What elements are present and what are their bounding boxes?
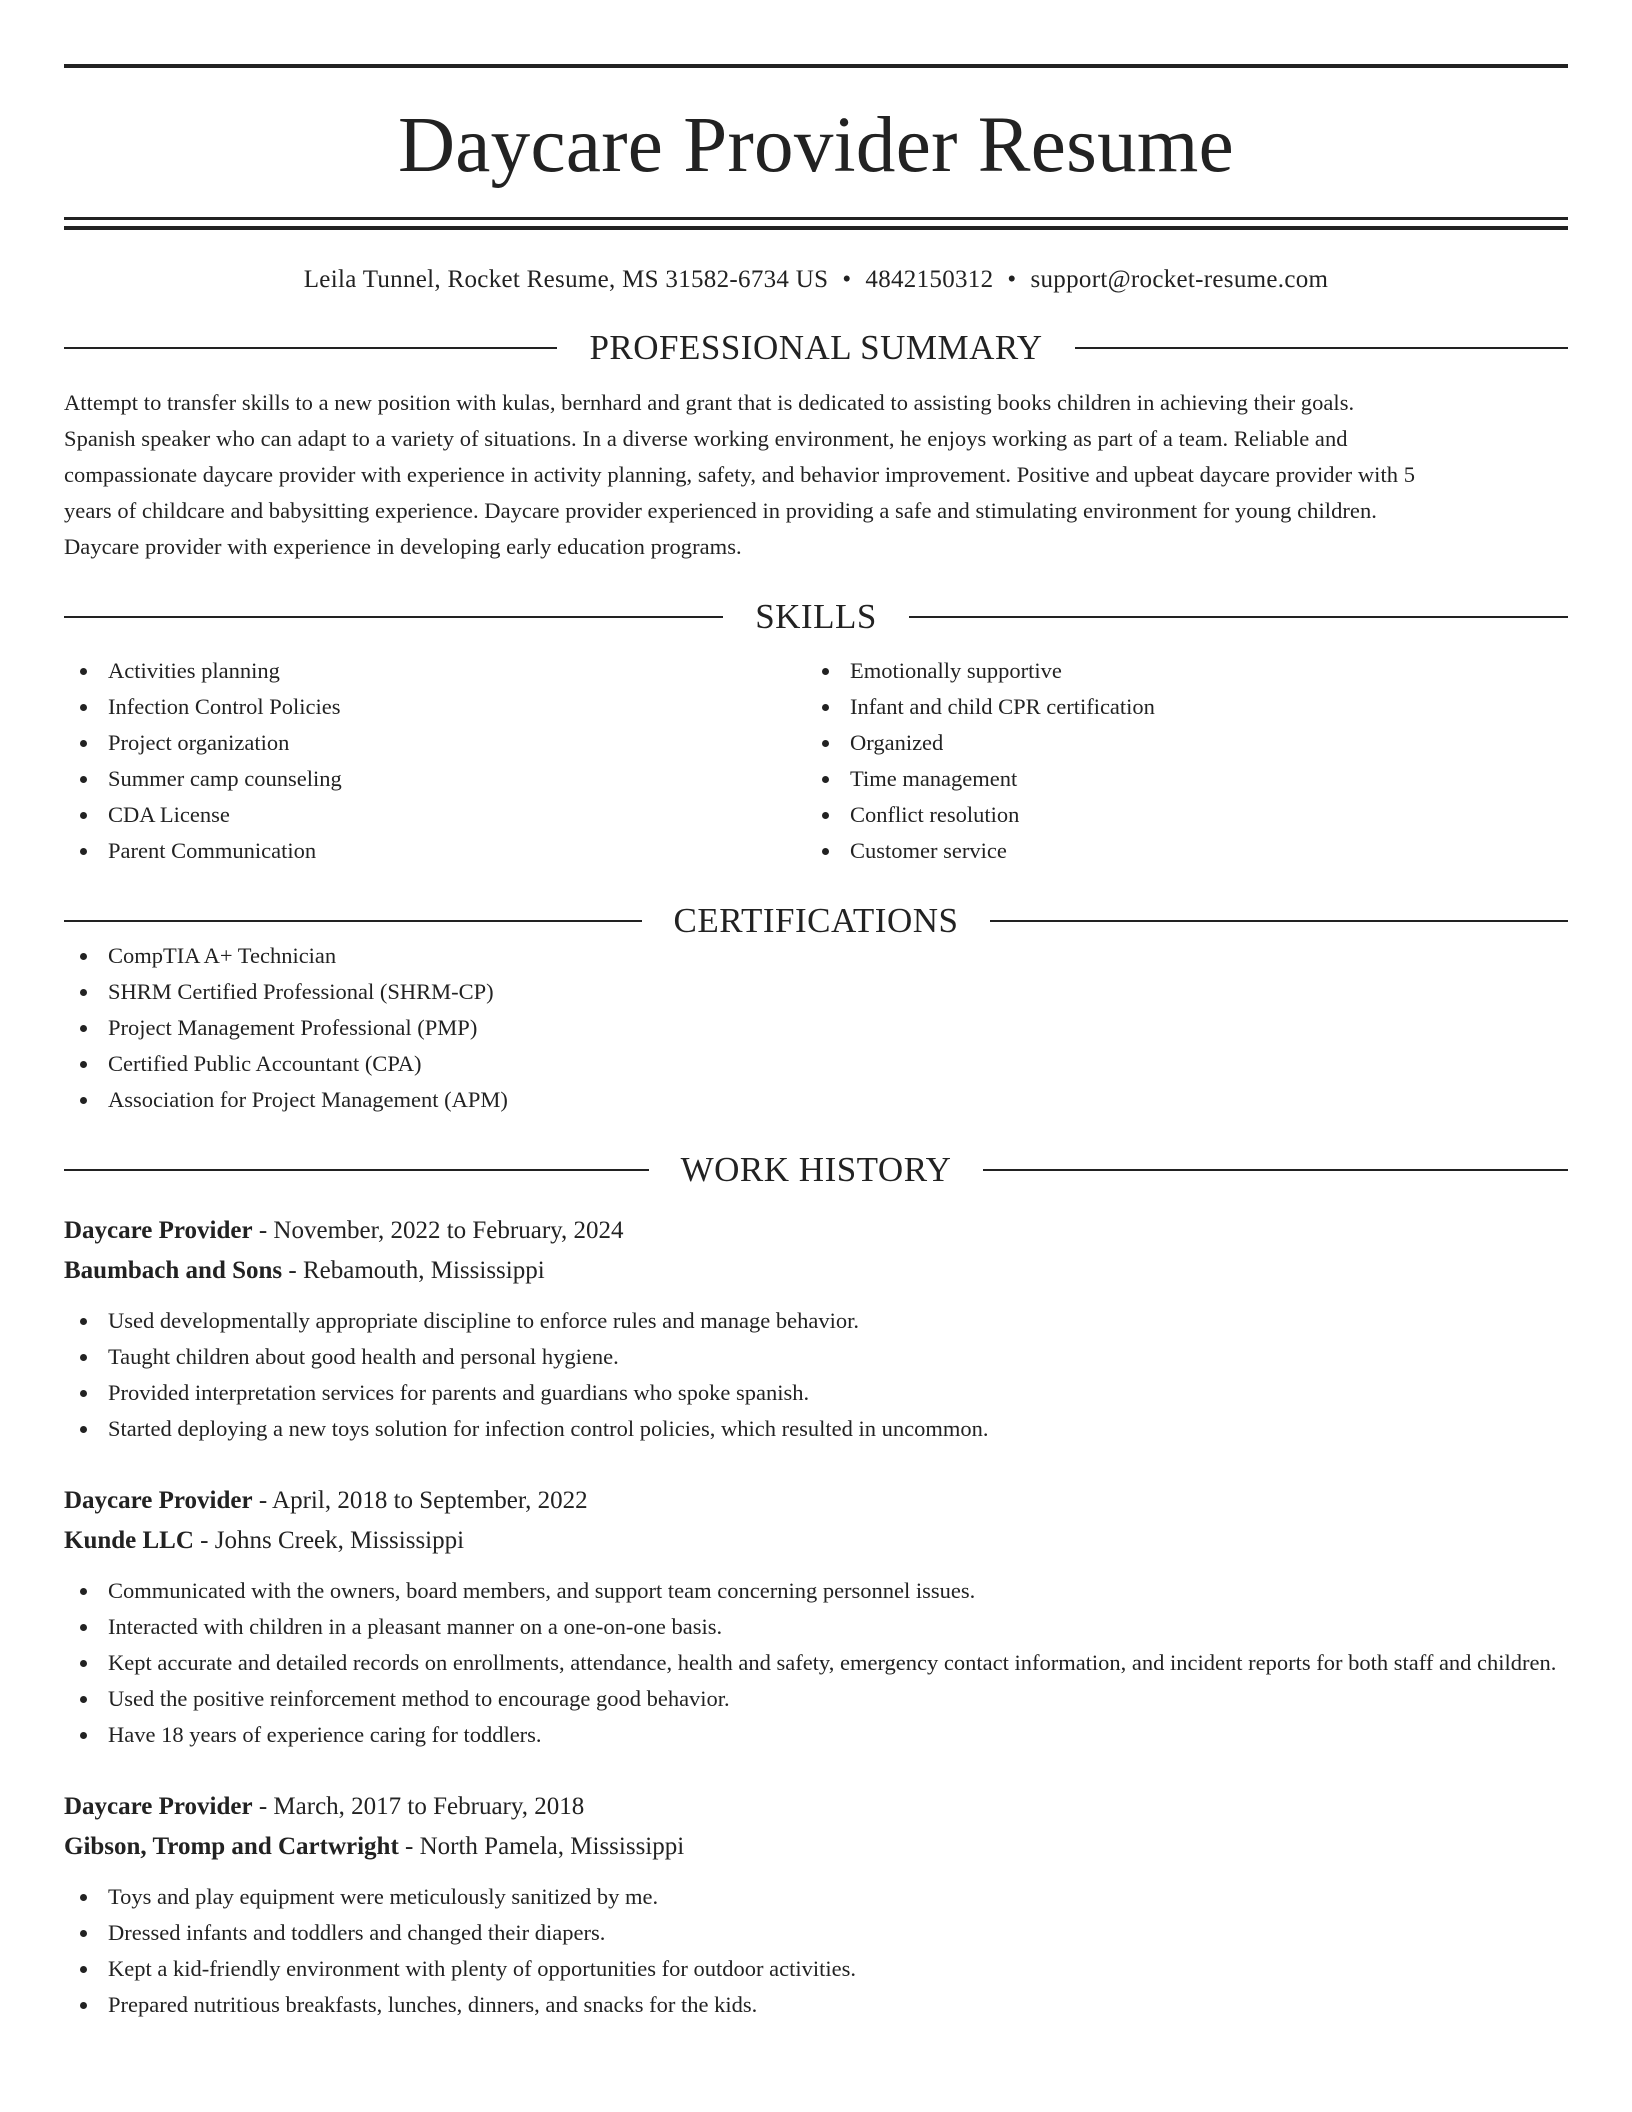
skill-item [806,653,1548,689]
certification-label: SHRM Certified Professional (SHRM-CP) [108,979,494,1004]
title-double-rule [64,217,1568,230]
certification-item [64,1046,1568,1082]
job-duties [64,1573,1568,1753]
bullet-icon [80,1588,87,1595]
job-duties [64,1303,1568,1447]
skill-label: Time management [850,766,1018,791]
job-duty [64,1645,1568,1681]
resume-title: Daycare Provider Resume [397,102,1235,189]
certification-label: Project Management Professional (PMP) [108,1015,478,1040]
certification-item [64,1010,1568,1046]
certification-label: Certified Public Accountant (CPA) [108,1051,422,1076]
contact-separator: • [1007,266,1017,293]
skill-item [806,761,1548,797]
bullet-icon [822,704,829,711]
section-rule-right [1075,347,1568,349]
bullet-icon [80,2002,87,2009]
job-duty-text: Have 18 years of experience caring for toddlers. [108,1722,542,1747]
section-rule-left [64,347,557,349]
resume-page [64,64,1568,2023]
job-company-line [64,1251,1568,1291]
section-title-summary: PROFESSIONAL SUMMARY [589,328,1043,367]
skill-item [806,725,1548,761]
bullet-icon [80,1426,87,1433]
bullet-icon [80,1660,87,1667]
bullet-icon [80,812,87,819]
section-header-work-history [64,1152,1568,1187]
job-duty-text: Dressed infants and toddlers and changed their diapers. [108,1920,606,1945]
job-duty [64,1375,1568,1411]
summary-line: compassionate daycare provider with experience in activity planning, safety, and behavior improvement. Positive and upbeat daycare provider with 5 [64,462,1416,487]
bullet-icon [80,704,87,711]
bullet-icon [80,740,87,747]
job-duty-text: Used developmentally appropriate discipline to enforce rules and manage behavior. [108,1308,859,1333]
section-title-work-history: WORK HISTORY [680,1150,952,1189]
contact-address: Leila Tunnel, Rocket Resume, MS 31582-6734 US [303,266,829,293]
job-duty [64,1411,1568,1447]
bullet-icon [80,953,87,960]
job-title-line [64,1211,1568,1251]
job-title: Daycare Provider [64,1487,253,1514]
bullet-icon [80,1390,87,1397]
job-duty [64,1339,1568,1375]
summary-line: Daycare provider with experience in developing early education programs. [64,534,742,559]
summary-text [64,385,1568,565]
job-entry [64,1481,1568,1753]
summary-line: Spanish speaker who can adapt to a variety of situations. In a diverse working environment, he enjoys working as part of a team. Reliable and [64,426,1348,451]
section-title-skills: SKILLS [755,597,877,636]
bullet-icon [80,1894,87,1901]
contact-separator: • [842,266,852,293]
certification-item [64,938,1568,974]
job-title-line [64,1481,1568,1521]
skill-label: Parent Communication [108,838,317,863]
skill-item [64,689,806,725]
job-duty-text: Prepared nutritious breakfasts, lunches, dinners, and snacks for the kids. [108,1992,758,2017]
job-location: - North Pamela, Mississippi [398,1833,685,1860]
section-rule-right [990,920,1568,922]
section-rule-left [64,920,642,922]
section-title-certifications: CERTIFICATIONS [673,901,959,940]
skill-item [64,761,806,797]
bullet-icon [80,668,87,675]
bullet-icon [822,740,829,747]
skill-item [64,833,806,869]
skill-label: Summer camp counseling [108,766,342,791]
skill-item [64,797,806,833]
job-duty [64,1915,1568,1951]
bullet-icon [80,1624,87,1631]
job-duty-text: Taught children about good health and personal hygiene. [108,1344,619,1369]
bullet-icon [80,776,87,783]
job-duty [64,1879,1568,1915]
bullet-icon [80,848,87,855]
skill-item [64,725,806,761]
summary-line: years of childcare and babysitting experience. Daycare provider experienced in providing a safe and stimulating environment for young children. [64,498,1377,523]
job-duty [64,1303,1568,1339]
job-duty-text: Toys and play equipment were meticulously sanitized by me. [108,1884,659,1909]
job-duty [64,1573,1568,1609]
contact-line [64,267,1568,292]
contact-phone: 4842150312 [865,266,994,293]
job-duty-text: Kept accurate and detailed records on enrollments, attendance, health and safety, emergency contact information, and incident reports for both staff and children. [108,1650,1557,1675]
job-company-line [64,1827,1568,1867]
section-rule-left [64,616,723,618]
bullet-icon [80,1696,87,1703]
section-header-summary [64,330,1568,365]
job-dates: - March, 2017 to February, 2018 [252,1793,585,1820]
bullet-icon [822,848,829,855]
certification-label: Association for Project Management (APM) [108,1087,508,1112]
section-rule-right [909,616,1568,618]
bullet-icon [822,668,829,675]
section-header-skills [64,599,1568,634]
bullet-icon [80,1318,87,1325]
job-company: Baumbach and Sons [64,1257,283,1284]
bullet-icon [80,1732,87,1739]
bullet-icon [80,1025,87,1032]
skill-label: Customer service [850,838,1007,863]
bullet-icon [80,1097,87,1104]
job-location: - Johns Creek, Mississippi [193,1527,465,1554]
section-rule-left [64,1169,649,1171]
job-duty-text: Interacted with children in a pleasant manner on a one-on-one basis. [108,1614,723,1639]
skill-label: Project organization [108,730,290,755]
skill-label: Conflict resolution [850,802,1020,827]
certification-label: CompTIA A+ Technician [108,943,337,968]
bullet-icon [822,812,829,819]
job-duty [64,1951,1568,1987]
skill-label: Activities planning [108,658,280,683]
job-duty-text: Kept a kid-friendly environment with plenty of opportunities for outdoor activities. [108,1956,856,1981]
skill-item [806,797,1548,833]
job-duty [64,1681,1568,1717]
skill-label: Infection Control Policies [108,694,341,719]
job-duty-text: Provided interpretation services for parents and guardians who spoke spanish. [108,1380,810,1405]
bullet-icon [80,1930,87,1937]
contact-email: support@rocket-resume.com [1030,266,1329,293]
bullet-icon [80,989,87,996]
bullet-icon [822,776,829,783]
job-duty-text: Communicated with the owners, board members, and support team concerning personnel issues. [108,1578,976,1603]
section-rule-right [983,1169,1568,1171]
certifications-list [64,938,1568,1118]
job-duty-text: Used the positive reinforcement method to encourage good behavior. [108,1686,730,1711]
job-dates: - November, 2022 to February, 2024 [252,1217,624,1244]
bullet-icon [80,1354,87,1361]
skills-column-left [64,653,806,869]
job-location: - Rebamouth, Mississippi [282,1257,545,1284]
job-title-line [64,1787,1568,1827]
skill-label: Emotionally supportive [850,658,1062,683]
job-dates: - April, 2018 to September, 2022 [252,1487,588,1514]
section-header-certifications [64,903,1568,938]
job-entry [64,1787,1568,2023]
certification-item [64,974,1568,1010]
certification-item [64,1082,1568,1118]
job-duty-text: Started deploying a new toys solution for infection control policies, which resulted in uncommon. [108,1416,989,1441]
skills-list [64,653,1568,869]
job-duty [64,1717,1568,1753]
job-duties [64,1879,1568,2023]
skill-item [806,833,1548,869]
job-company-line [64,1521,1568,1561]
bullet-icon [80,1966,87,1973]
job-company: Kunde LLC [64,1527,194,1554]
skill-label: CDA License [108,802,230,827]
bullet-icon [80,1061,87,1068]
skill-label: Organized [850,730,944,755]
job-duty [64,1987,1568,2023]
skills-column-right [806,653,1548,869]
job-title: Daycare Provider [64,1217,253,1244]
summary-line: Attempt to transfer skills to a new position with kulas, bernhard and grant that is dedicated to assisting books children in achieving their goals. [64,390,1355,415]
job-title: Daycare Provider [64,1793,253,1820]
job-entry [64,1211,1568,1447]
top-rule [64,64,1568,68]
skill-label: Infant and child CPR certification [850,694,1155,719]
job-company: Gibson, Tromp and Cartwright [64,1833,399,1860]
skill-item [64,653,806,689]
job-duty [64,1609,1568,1645]
skill-item [806,689,1548,725]
